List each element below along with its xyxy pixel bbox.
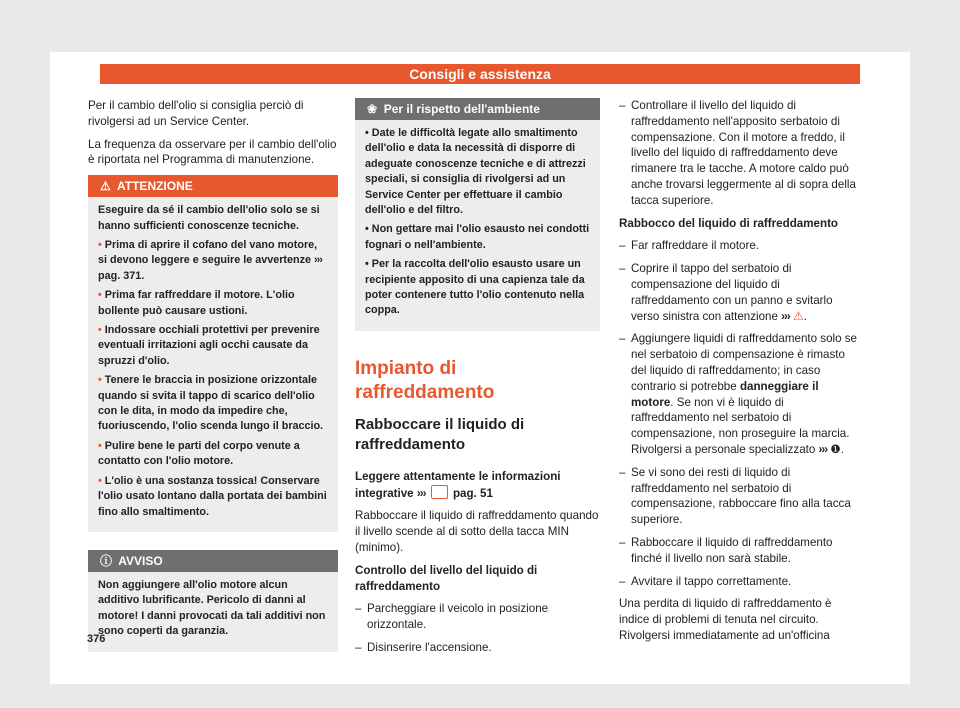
list-item: • Non gettare mai l'olio esausto nei condotti fognari o nell'ambiente. [365,223,590,251]
page-reference[interactable]: pag. 51 [452,486,493,500]
reference-arrow-icon: ››› [416,486,426,500]
list-item: • L'olio è una sostanza tossica! Conservare l'olio usato lontano dalla portata dei bambini fino allo smaltimento. [98,474,327,518]
column-right [619,98,859,651]
step-item: – Avvitare il tappo correttamente. [619,574,792,588]
avviso-title: AVVISO [118,553,163,568]
column-middle [355,98,600,663]
alert-circle-icon[interactable]: ❶ [830,442,841,456]
read-note: Leggere attentamente le informazioni integrative ››› pag. 51 [355,469,561,500]
list-item: • Prima di aprire il cofano del vano motore, si devono leggere e seguire le avvertenze ››› pag. 371. [98,239,322,282]
book-icon [431,485,448,499]
step-item: – Se vi sono dei resti di liquido di raffreddamento nel serbatoio di compensazione, rabboccare fino alla tacca superiore. [619,465,851,527]
list-item: • Prima far raffreddare il motore. L'olio bollente può causare ustioni. [98,289,295,317]
page-reference[interactable]: pag. 371. [98,269,145,282]
section-title: Impianto di raffreddamento [355,357,495,403]
environment-body [355,120,600,331]
control-heading: Controllo del livello del liquido di raffreddamento [355,563,538,593]
section-header: Consigli e assistenza [100,64,860,84]
environment-box [355,98,600,331]
flower-icon: ❀ [367,102,378,116]
warning-icon: ⚠ [100,179,111,194]
step-item: – Rabboccare il liquido di raffreddamento finché il livello non sarà stabile. [619,535,833,565]
page-number: 376 [87,633,106,645]
reference-arrow-icon: ››› [314,254,322,267]
attention-intro: Eseguire da sé il cambio dell'olio solo se si hanno sufficienti conoscenze tecniche. [98,204,320,232]
attention-title: ATTENZIONE [117,179,193,194]
step-item: – Far raffreddare il motore. [619,239,760,253]
step-item: – Disinserire l'accensione. [355,641,492,655]
attention-body [88,197,338,532]
column-left [88,98,338,652]
step-item: – Coprire il tappo del serbatoio di compensazione del liquido di raffreddamento con un panno e svitarlo verso sinistra con attenzione ››› ⚠. [619,262,833,323]
list-item: • Pulire bene le parti del corpo venute a contatto con l'olio motore. [98,439,300,468]
avviso-box [88,550,338,652]
paragraph: Per il cambio dell'olio si consiglia perciò di rivolgersi ad un Service Center. [88,99,304,128]
attention-header [88,175,338,197]
list-item: • Date le difficoltà legate allo smaltimento dell'olio e data la necessità di disporre di adeguate conoscenze tecniche e di attrezzi speciali, si consiglia di rivolgersi ad un Service Center per effettuare il cambio dell'olio e del filtro. [365,127,586,217]
avviso-header [88,550,338,572]
step-item: – Aggiungere liquidi di raffreddamento solo se nel serbatoio di compensazione è rimasto del liquido di raffreddamento; in caso contrario si potrebbe danneggiare il motore. Se non vi è liquido di raffreddamento nel serbatoio di compensazione, non proseguire la marcia. Rivolgersi a personale specializzato ››› ❶. [619,332,858,456]
refill-heading: Rabbocco del liquido di raffreddamento [619,216,839,230]
reference-arrow-icon: ››› [781,309,790,323]
attention-box [88,175,338,532]
list-item: • Tenere le braccia in posizione orizzontale quando si svita il tappo di scarico dell'olio con le dita, in modo da impedire che, fuoriuscendo, l'olio scenda lungo il braccio. [98,374,324,433]
paragraph: Rabboccare il liquido di raffreddamento quando il livello scende al di sotto della tacca MIN (minimo). [355,509,599,555]
avviso-text: Non aggiungere all'olio motore alcun additivo lubrificante. Pericolo di danni al motore! I danni provocati da tali additivi non sono coperti da garanzia. [98,578,326,638]
paragraph: La frequenza da osservare per il cambio dell'olio è riportata nel Programma di manutenzione. [88,137,337,167]
subsection-title: Rabboccare il liquido di raffreddamento [355,415,525,453]
info-icon: ⓘ [100,553,113,568]
environment-title: Per il rispetto dell'ambiente [383,102,540,116]
paragraph: Una perdita di liquido di raffreddamento è indice di problemi di tenuta nel circuito. Rivolgersi immediatamente ad un'officina [619,597,832,642]
list-item: • Per la raccolta dell'olio esausto usare un recipiente apposito di una capienza tale da poter contenere tutto l'olio contenuto nella coppa. [365,258,585,317]
avviso-body [88,572,338,652]
reference-arrow-icon: ››› [818,442,828,456]
list-item: • Indossare occhiali protettivi per prevenire eventuali irritazioni agli occhi causate da spruzzi d'olio. [98,324,320,367]
environment-header [355,98,600,120]
step-item: – Parcheggiare il veicolo in posizione orizzontale. [355,602,549,632]
warning-icon[interactable]: ⚠ [793,308,804,323]
step-item: – Controllare il livello del liquido di raffreddamento nell'apposito serbatoio di compensazione. Con il motore a freddo, il livello del liquido di raffreddamento deve rimanere tra le tacche. A motore caldo può anche trovarsi leggermente al di sopra della tacca superiore. [619,99,856,207]
